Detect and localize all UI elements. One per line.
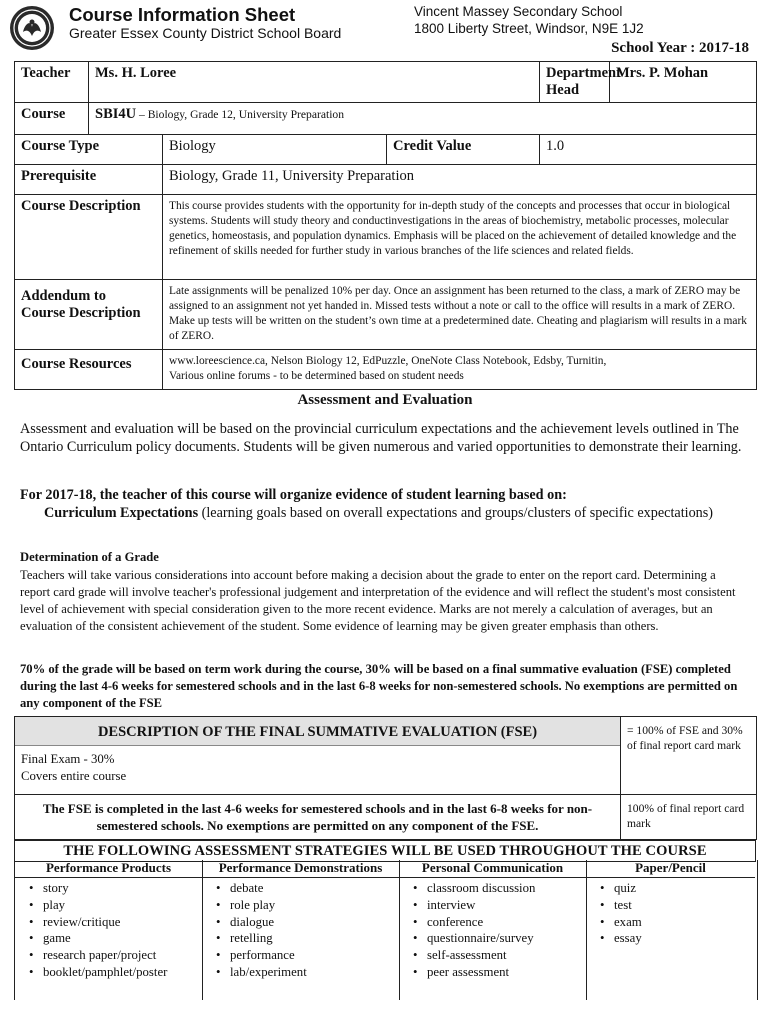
course-type-label: Course Type: [15, 135, 163, 165]
strategy-list: [15, 878, 202, 981]
dept-head-value: Mrs. P. Mohan: [610, 62, 757, 103]
course-code: SBI4U: [95, 106, 137, 122]
addendum-label-line1: Addendum to: [21, 288, 107, 304]
description-value: This course provides students with the opportunity for in-depth study of the concepts and processes that occur in biological systems. Students will study theory and conductinvestigations in the areas of biochemistry, metabolic processes, molecular genetics, homeostasis, and population dynamics. Emphasis will be placed on the achievement of detailed knowledge and the refinement of skills needed for further study in various branches of the life sciences and related fields.: [163, 195, 757, 280]
school-info: [414, 3, 644, 37]
prerequisite-value: Biology, Grade 11, University Preparation: [163, 165, 757, 195]
list-item: • exam: [586, 914, 755, 931]
strategy-list: [586, 878, 755, 947]
school-address: 1800 Liberty Street, Windsor, N9E 1J2: [414, 21, 644, 36]
fse-heading: DESCRIPTION OF THE FINAL SUMMATIVE EVALUATION (FSE): [15, 717, 620, 746]
resources-label: Course Resources: [15, 350, 163, 390]
resources-line2: Various online forums - to be determined based on student needs: [169, 370, 464, 382]
column-title: Paper/Pencil: [586, 860, 755, 878]
strategy-column-communication: [399, 860, 587, 1000]
board-name: Greater Essex County District School Board: [69, 25, 342, 41]
list-item: • self-assessment: [399, 947, 586, 964]
list-item: • questionnaire/survey: [399, 930, 586, 947]
strategy-column-paper-pencil: [586, 860, 755, 1000]
list-item: • lab/experiment: [202, 964, 399, 981]
column-title: Performance Demonstrations: [202, 860, 399, 878]
list-item: • performance: [202, 947, 399, 964]
course-info-table: [14, 61, 757, 390]
school-board-logo: [9, 5, 55, 51]
list-item: • play: [15, 897, 202, 914]
strategy-list: [202, 878, 399, 981]
list-item: • booklet/pamphlet/poster: [15, 964, 202, 981]
fse-coverage-line: Covers entire course: [21, 769, 127, 783]
list-item: • research paper/project: [15, 947, 202, 964]
description-row: [15, 195, 757, 280]
credit-label: Credit Value: [387, 135, 540, 165]
fse-body: [15, 746, 620, 793]
fse-report-note: 100% of final report card mark: [621, 795, 757, 840]
prerequisite-row: [15, 165, 757, 195]
assessment-intro: Assessment and evaluation will be based on the provincial curriculum expectations and the achievement levels outlined in The Ontario Curriculum policy documents. Students will be given numerous and varied opportunities to demonstrate their learning.: [20, 421, 742, 455]
list-item: • game: [15, 930, 202, 947]
list-item: • test: [586, 897, 755, 914]
course-row: [15, 103, 757, 135]
organize-heading: For 2017-18, the teacher of this course will organize evidence of student learning based on:: [20, 487, 567, 503]
list-item: • debate: [202, 880, 399, 897]
assessment-title: Assessment and Evaluation: [297, 392, 473, 408]
course-value: [89, 103, 757, 135]
list-item: • essay: [586, 930, 755, 947]
school-year: School Year : 2017-18: [611, 40, 749, 56]
column-title: Personal Communication: [399, 860, 586, 878]
resources-line1: www.loreescience.ca, Nelson Biology 12, EdPuzzle, OneNote Class Notebook, Edsby, Turnitin,: [169, 355, 607, 367]
addendum-label: [15, 280, 163, 350]
teacher-value: Ms. H. Loree: [89, 62, 540, 103]
list-item: • peer assessment: [399, 964, 586, 981]
list-item: • story: [15, 880, 202, 897]
resources-row: [15, 350, 757, 390]
fse-row-2: [15, 795, 757, 840]
list-item: • interview: [399, 897, 586, 914]
school-name: Vincent Massey Secondary School: [414, 4, 623, 19]
addendum-row: [15, 280, 757, 350]
curriculum-detail: (learning goals based on overall expectations and groups/clusters of specific expectations): [198, 505, 714, 521]
prerequisite-label: Prerequisite: [15, 165, 163, 195]
strategy-list: [399, 878, 586, 981]
list-item: • quiz: [586, 880, 755, 897]
list-item: • dialogue: [202, 914, 399, 931]
list-item: • conference: [399, 914, 586, 931]
grade-heading: Determination of a Grade: [20, 550, 159, 564]
grade-text: Teachers will take various considerations into account before making a decision about the grade to enter on the report card. Determining a report card grade will involve teacher's professional judgement and interpretation of the evidence and will reflect the student's most consistent level of achievement with special consideration given to the more recent evidence. Marks are not merely a calculation of averages, but an evaluation of the consistent achievement of the student. Some evidence of learning may be given greater emphasis than others.: [20, 568, 736, 633]
addendum-label-line2: Course Description: [21, 305, 141, 321]
fse-row-1: [15, 717, 757, 795]
course-type-value: Biology: [163, 135, 387, 165]
fse-table: [14, 716, 757, 840]
resources-value: [163, 350, 757, 390]
strategies-heading: THE FOLLOWING ASSESSMENT STRATEGIES WILL BE USED THROUGHOUT THE COURSE: [14, 840, 756, 862]
course-name: – Biology, Grade 12, University Preparation: [136, 108, 345, 121]
list-item: • classroom discussion: [399, 880, 586, 897]
fse-main-cell: [15, 717, 621, 795]
list-item: • review/critique: [15, 914, 202, 931]
list-item: • role play: [202, 897, 399, 914]
weighting-text: 70% of the grade will be based on term work during the course, 30% will be based on a final summative evaluation (FSE) completed during the last 4-6 weeks for semestered schools and in the last 6-8 weeks for non-semestered schools. No exemptions are permitted on any component of the FSE: [20, 662, 738, 710]
curriculum-expectations: [20, 504, 746, 522]
list-item: • retelling: [202, 930, 399, 947]
fse-exam-line: Final Exam - 30%: [21, 752, 115, 766]
teacher-label: Teacher: [15, 62, 89, 103]
fse-weight-note: = 100% of FSE and 30% of final report card mark: [621, 717, 757, 795]
document-title: Course Information Sheet: [69, 4, 296, 25]
strategy-column-products: [15, 860, 203, 1000]
course-label: Course: [15, 103, 89, 135]
dept-head-label: Department Head: [540, 62, 610, 103]
course-type-row: [15, 135, 757, 165]
description-label: Course Description: [15, 195, 163, 280]
credit-value: 1.0: [540, 135, 757, 165]
strategies-columns: [14, 860, 758, 1000]
fse-completion-text: The FSE is completed in the last 4-6 weeks for semestered schools and in the last 6-8 weeks for non-semestered schools. No exemptions are permitted on any component of the FSE.: [15, 795, 621, 840]
teacher-row: [15, 62, 757, 103]
strategy-column-demonstrations: [202, 860, 400, 1000]
column-title: Performance Products: [15, 860, 202, 878]
curriculum-label: Curriculum Expectations: [44, 505, 199, 521]
addendum-value: Late assignments will be penalized 10% per day. Once an assignment has been returned to the class, a mark of ZERO may be assigned to an assignment not yet handed in. Missed tests without a note or call to the office will results in a mark of ZERO. Make up tests will be written on the student’s own time at a predetermined date. Cheating and plagiarism will results in a mark of ZERO.: [163, 280, 757, 350]
